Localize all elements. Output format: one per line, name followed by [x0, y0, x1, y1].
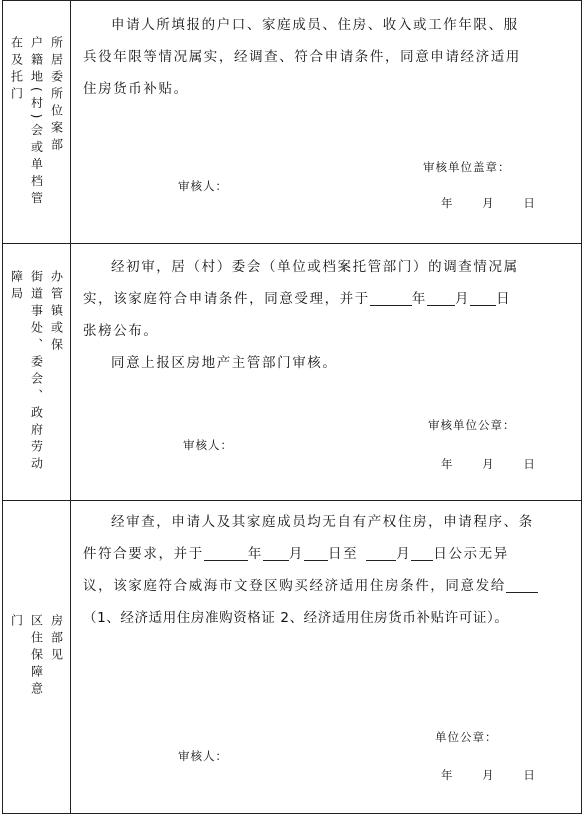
date-blank[interactable]	[411, 545, 433, 561]
text-run: 年	[247, 546, 263, 562]
unit-seal-label: 审核单位盖章：	[423, 160, 511, 174]
opinion-line	[83, 570, 575, 602]
year-label: 年	[441, 457, 454, 471]
column-divider	[70, 1, 71, 813]
section-3-label	[3, 500, 70, 813]
approval-form-table	[2, 0, 582, 814]
section-3-opinion	[83, 506, 575, 634]
year-label: 年	[441, 196, 454, 210]
unit-seal-label: 单位公章：	[435, 730, 498, 744]
text-run: 年	[411, 291, 428, 307]
label-column: 所居委所位案部	[49, 35, 64, 155]
date-field	[441, 456, 536, 472]
section-2-label	[3, 243, 70, 500]
label-column: 障局	[9, 269, 24, 304]
label-column: 门	[9, 614, 24, 631]
month-label: 月	[482, 457, 495, 471]
date-blank[interactable]	[304, 545, 328, 561]
section-1-opinion	[83, 9, 575, 105]
day-label: 日	[523, 457, 536, 471]
date-blank[interactable]	[427, 290, 455, 306]
date-field	[441, 767, 536, 783]
row-divider	[3, 243, 581, 244]
opinion-line	[83, 283, 575, 315]
opinion-line: 兵役年限等情况属实，经调查、符合申请条件，同意申请经济适用	[83, 49, 521, 65]
date-blank[interactable]	[366, 545, 396, 561]
label-column: 区住保障意	[29, 614, 44, 699]
text-run: 议，该家庭符合威海市文登区购买经济适用住房条件，同意发给	[83, 578, 506, 594]
label-column: 办管镇或保	[49, 269, 64, 355]
date-blank[interactable]	[204, 545, 248, 561]
text-run: 月	[455, 291, 471, 307]
reviewer-label: 审核人：	[178, 179, 228, 193]
opinion-line: 经审查，申请人及其家庭成员均无自有产权住房，申请程序、条	[111, 514, 534, 530]
text-run: 实，该家庭符合申请条件，同意受理，并于	[83, 291, 370, 307]
text-run: 日公示无异	[433, 546, 509, 562]
reviewer-label: 审核人：	[178, 749, 228, 763]
date-blank[interactable]	[263, 545, 289, 561]
month-label: 月	[482, 768, 495, 782]
label-column: 在及托门	[9, 35, 24, 104]
year-label: 年	[441, 768, 454, 782]
opinion-line: 张榜公布。	[83, 323, 159, 339]
opinion-line: 申请人所填报的户口、家庭成员、住房、收入或工作年限、服	[111, 17, 519, 33]
opinion-line: 同意上报区房地产主管部门审核。	[111, 355, 338, 371]
label-column: 房部见	[49, 614, 64, 665]
certificate-blank[interactable]	[506, 577, 538, 593]
unit-seal-label: 审核单位公章：	[428, 418, 516, 432]
text-run: 月	[288, 546, 305, 562]
day-label: 日	[523, 196, 536, 210]
label-column: 街道事处、委会、政府劳动	[29, 269, 44, 474]
month-label: 月	[482, 196, 495, 210]
text-run: 日	[496, 291, 512, 307]
date-field	[441, 195, 536, 211]
row-divider	[3, 500, 581, 501]
opinion-line: 住房货币补贴。	[83, 81, 189, 97]
opinion-line: 经初审，居（村）委会（单位或档案托管部门）的调查情况属	[111, 259, 519, 275]
date-blank[interactable]	[370, 290, 412, 306]
text-run: 日至	[328, 546, 359, 562]
opinion-line	[83, 538, 575, 570]
opinion-line: （1、经济适用住房准购资格证 2、经济适用住房货币补贴许可证）。	[83, 610, 509, 626]
section-1-label	[3, 1, 70, 243]
text-run: 件符合要求，并于	[83, 546, 204, 562]
reviewer-label: 审核人：	[183, 438, 233, 452]
day-label: 日	[523, 768, 536, 782]
section-2-opinion	[83, 251, 575, 379]
date-blank[interactable]	[470, 290, 496, 306]
label-column: 户籍地(村)会或单档管	[29, 35, 44, 209]
text-run: 月	[396, 546, 412, 562]
